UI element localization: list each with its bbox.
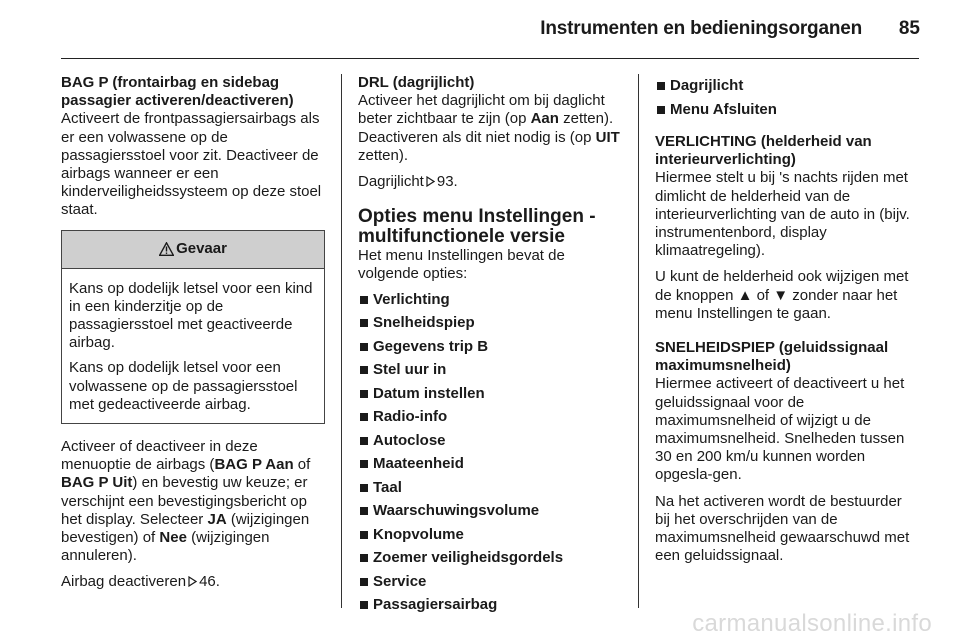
verlichting-heading: VERLICHTING (helderheid van interieurverlichting): [655, 133, 872, 169]
menu-item-passagiersairbag: [358, 593, 622, 617]
column-1: [61, 74, 325, 600]
bullet-square-icon: [360, 484, 368, 492]
danger-warning-text-1: Kans op dodelijk letsel voor een kind in een kinderzitje op de passagiersstoel met geactiveerde airbag.: [69, 279, 313, 352]
danger-warning-box: [61, 230, 325, 424]
text-fragment: (wijzigingen bevestigen) of: [61, 510, 310, 547]
drl-text: [358, 92, 622, 165]
option-bag-p-uit: BAG P Uit: [61, 474, 133, 492]
danger-warning-body: [62, 269, 324, 423]
menu-item-taal: [358, 476, 622, 500]
menu-item-zoemer-veiligheidsgordels: [358, 546, 622, 570]
spacer: [655, 121, 919, 133]
drl-heading: DRL (dagrijlicht): [358, 74, 475, 91]
bullet-square-icon: [360, 507, 368, 515]
warning-triangle-icon: [159, 242, 174, 256]
page-reference-arrow-icon: [426, 176, 435, 187]
list-item: Service: [373, 572, 427, 590]
menu-item-snelheidspiep: [358, 311, 622, 335]
bullet-square-icon: [360, 531, 368, 539]
column-2: [358, 74, 622, 617]
danger-warning-title: Gevaar: [176, 240, 227, 258]
list-item: Dagrijlicht: [670, 77, 744, 94]
verlichting-text-1: Hiermee stelt u bij 's nachts rijden met dimlicht de helderheid van de interieurverlichting van de auto in (bijv. instrumentenbord, display klimaatregeling).: [655, 169, 910, 260]
list-item: Waarschuwingsvolume: [373, 502, 540, 520]
bullet-square-icon: [360, 601, 368, 609]
bag-p-instructions: [61, 438, 325, 565]
bullet-square-icon: [360, 578, 368, 586]
snelheidspiep-heading: SNELHEIDSPIEP (geluidssignaal maximumsnelheid): [655, 339, 889, 375]
column-3: [655, 74, 919, 573]
text-fragment: Activeer of deactiveer in deze menuoptie de airbags (: [61, 438, 258, 474]
menu-item-service: [358, 570, 622, 594]
bullet-square-icon: [360, 390, 368, 398]
snelheidspiep-text-1: Hiermee activeert of deactiveert u het geluidssignaal voor de maximumsnelheid of wijzigt u de maximumsnelheid. Snelheden tussen 30 en 200 km/u kunnen worden opgesla-gen.: [655, 375, 905, 484]
option-bag-p-aan: BAG P Aan: [214, 456, 294, 474]
bag-p-heading: BAG P (frontairbag en sidebag passagier activeren/deactiveren): [61, 74, 294, 110]
page-reference-arrow-icon: [188, 576, 197, 587]
text-fragment: Activeer het dagrijlicht om bij daglicht beter zichtbaar te zijn (op: [358, 92, 605, 128]
list-item: Taal: [373, 478, 402, 496]
airbag-reference: [61, 573, 325, 591]
reference-page: 93.: [436, 173, 458, 191]
text-fragment: (wijzigingen annuleren).: [61, 529, 270, 565]
text-fragment: zetten).: [358, 146, 409, 164]
list-item: Snelheidspiep: [373, 314, 475, 332]
menu-item-stel-uur-in: [358, 358, 622, 382]
bullet-square-icon: [360, 413, 368, 421]
menu-item-autoclose: [358, 429, 622, 453]
list-item: Menu Afsluiten: [670, 100, 777, 118]
reference-page: 46.: [199, 573, 220, 591]
list-item: Verlichting: [373, 290, 450, 308]
menu-item-waarschuwingsvolume: [358, 499, 622, 523]
bullet-square-icon: [360, 296, 368, 304]
bag-p-intro: Activeert de frontpassagiersairbags als er een volwassene op de passagiersstoel voor zit. Deactiveer de airbags wanneer er een kinderveiligheidssysteem op deze stoel staat.: [61, 110, 322, 219]
reference-text: Dagrijlicht: [358, 173, 424, 191]
bullet-square-icon: [360, 554, 368, 562]
page-header-title: Instrumenten en bedieningsorganen: [540, 18, 862, 39]
bullet-square-icon: [360, 366, 368, 374]
option-nee: Nee: [159, 529, 187, 547]
column-divider-2: [638, 74, 639, 608]
bullet-square-icon: [657, 82, 665, 90]
option-aan: Aan: [530, 110, 559, 128]
list-item: Passagiersairbag: [373, 596, 498, 614]
snelheidspiep-text-2: Na het activeren wordt de bestuurder bij het overschrijden van de maximumsnelheid gewaarschuwd met een geluidssignaal.: [655, 492, 910, 565]
text-fragment: of: [293, 456, 311, 474]
bullet-square-icon: [360, 460, 368, 468]
option-uit: UIT: [595, 128, 620, 146]
text-fragment: zetten). Deactiveren als dit niet nodig is (op: [358, 110, 614, 146]
page-number: 85: [898, 18, 920, 39]
list-item: Gegevens trip B: [373, 337, 489, 355]
drl-reference: [358, 173, 622, 191]
menu-item-knopvolume: [358, 523, 622, 547]
settings-menu-intro: Het menu Instellingen bevat de volgende opties:: [358, 247, 565, 283]
verlichting-text-2: U kunt de helderheid ook wijzigen met de knoppen ▲ of ▼ zonder naar het menu Instellingen te gaan.: [655, 268, 909, 322]
header-rule: [61, 58, 919, 59]
list-item: Autoclose: [373, 431, 446, 449]
menu-item-gegevens-trip-b: [358, 335, 622, 359]
menu-item-radio-info: [358, 405, 622, 429]
menu-item-maateenheid: [358, 452, 622, 476]
reference-text: Airbag deactiveren: [61, 573, 187, 591]
text-fragment: ) en bevestig uw keuze; er verschijnt een bevestigingsbericht op het display. Selecteer: [61, 474, 308, 528]
option-ja: JA: [207, 510, 227, 528]
watermark-text: carmanualsonline.info: [692, 610, 932, 637]
column-divider-1: [341, 74, 342, 608]
list-item: Zoemer veiligheidsgordels: [373, 549, 564, 567]
menu-item-dagrijlicht: [655, 74, 919, 98]
settings-menu-list: [358, 288, 622, 617]
list-item: Knopvolume: [373, 525, 464, 543]
settings-menu-list-continued: [655, 74, 919, 121]
settings-menu-heading: Opties menu Instellingen - multifunctionele versie: [358, 206, 596, 248]
menu-item-verlichting: [358, 288, 622, 312]
danger-warning-header: [62, 231, 324, 269]
bullet-square-icon: [360, 319, 368, 327]
list-item: Radio-info: [373, 408, 448, 426]
list-item: Maateenheid: [373, 455, 464, 473]
list-item: Stel uur in: [373, 361, 447, 379]
bullet-square-icon: [360, 343, 368, 351]
list-item: Datum instellen: [373, 384, 485, 402]
menu-item-menu-afsluiten: [655, 98, 919, 122]
danger-warning-text-2: Kans op dodelijk letsel voor een volwassene op de passagiersstoel met gedeactiveerde airbag.: [69, 359, 298, 413]
bullet-square-icon: [657, 106, 665, 114]
menu-item-datum-instellen: [358, 382, 622, 406]
spacer: [655, 331, 919, 339]
bullet-square-icon: [360, 437, 368, 445]
